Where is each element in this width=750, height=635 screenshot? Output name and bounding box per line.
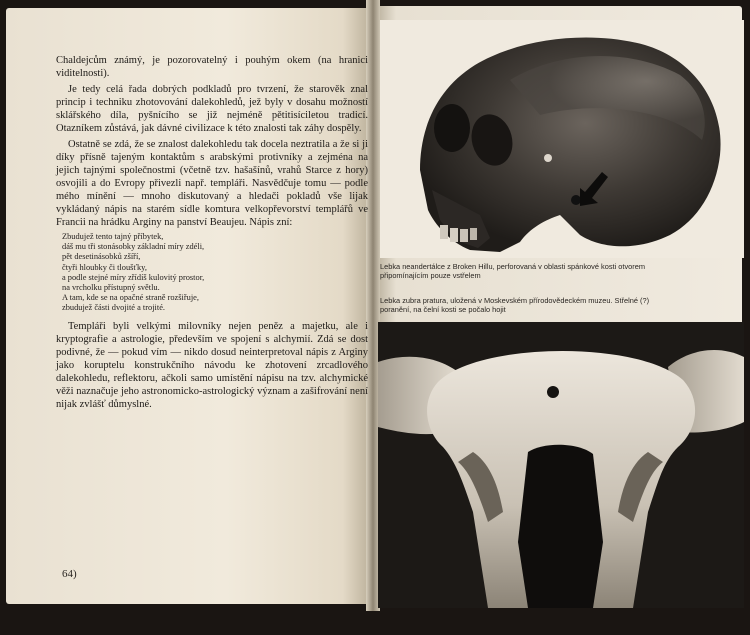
paragraph: Ostatně se zdá, že se znalost dalekohledu tak docela neztratila a že si ji díky přísně tajeným kontaktům s arabskými protivníky a zejména na jejich tajnými společnostmi (včetně tzv. hašašínů, vrahů Starce z hory) osvojili a do Evropy přivezli např. templáři. Nasvědčuje tomu — podle mého mínění — mnoho diskutovaný a hledači pokladů vše lijak vykládaný nápis na starém sídle komtura velkopřevorství templářů ve Francii na hrádku Arginy na panství Beaujeu. Nápis zní: <box>56 139 368 228</box>
verse-line: Zbudujež tento tajný příbytek, <box>62 232 164 241</box>
verse-line: zbudujež části dvojité a trojité. <box>62 303 166 313</box>
verse-line: na vrcholku přístupný světlu. <box>62 283 160 293</box>
verse-line: dáš mu tři stonásobky základní míry zdéli, <box>62 242 205 252</box>
verse-line: a podle stejné míry zřídíš kulovitý prostor, <box>62 272 205 282</box>
verse-line: pět desetinásobků zšíří, <box>62 252 141 262</box>
aurochs-skull-photo <box>378 322 744 608</box>
caption-line: poranění, na čelní kosti se počalo hojit <box>380 305 506 314</box>
caption-line: Lebka neandertálce z Broken Hillu, perforovaná v oblasti spánkové kosti otvorem <box>380 262 645 271</box>
verse-line: čtyři hloubky či tloušťky, <box>62 262 147 272</box>
skull-caption <box>380 262 740 280</box>
caption-line: Lebka zubra pratura, uložená v Moskevském přírodovědeckém muzeu. Střelné (?) <box>380 296 650 305</box>
skull-photo <box>380 20 744 258</box>
aurochs-caption <box>380 296 740 314</box>
caption-line: připomínajícím pouze vstřelem <box>380 271 481 280</box>
paragraph: Templáři byli velkými milovníky nejen peněz a majetku, ale i kryptografie a astrologie, především ve spojení s alchymií. Zdá se dost podivné, že — pokud vím — nikdo dosud neinterpretoval nápis z Arginy jako koruptelu konstrukčního návodu ke zhotovení zrcadlového dalekohledu, reflektoru, ačkoli samo umístění nápisu na tzv. alchymické věži naznačuje jeho astronomicko-astrologický význam a zašifrování není nijak zvlášť důmyslné. <box>56 320 368 410</box>
inscription-verse <box>62 232 368 314</box>
left-page-text <box>56 54 368 414</box>
paragraph: Je tedy celá řada dobrých podkladů pro tvrzení, že starověk znal princip i techniku zhotovování dalekohledů, jež byly v dosahu možností sklářského díla, pyšnícího se již nejméně pětitisíciletou tradicí. Otazníkem zůstává, jak dávné civilizace k této znalosti tak záhy dospěly. <box>56 84 368 134</box>
page-number: 64) <box>62 568 77 580</box>
paragraph: Chaldejcům známý, je pozorovatelný i pouhým okem (na hranici viditelnosti). <box>56 55 368 79</box>
verse-line: A tam, kde se na opačné straně rozšiřuje, <box>62 293 199 303</box>
